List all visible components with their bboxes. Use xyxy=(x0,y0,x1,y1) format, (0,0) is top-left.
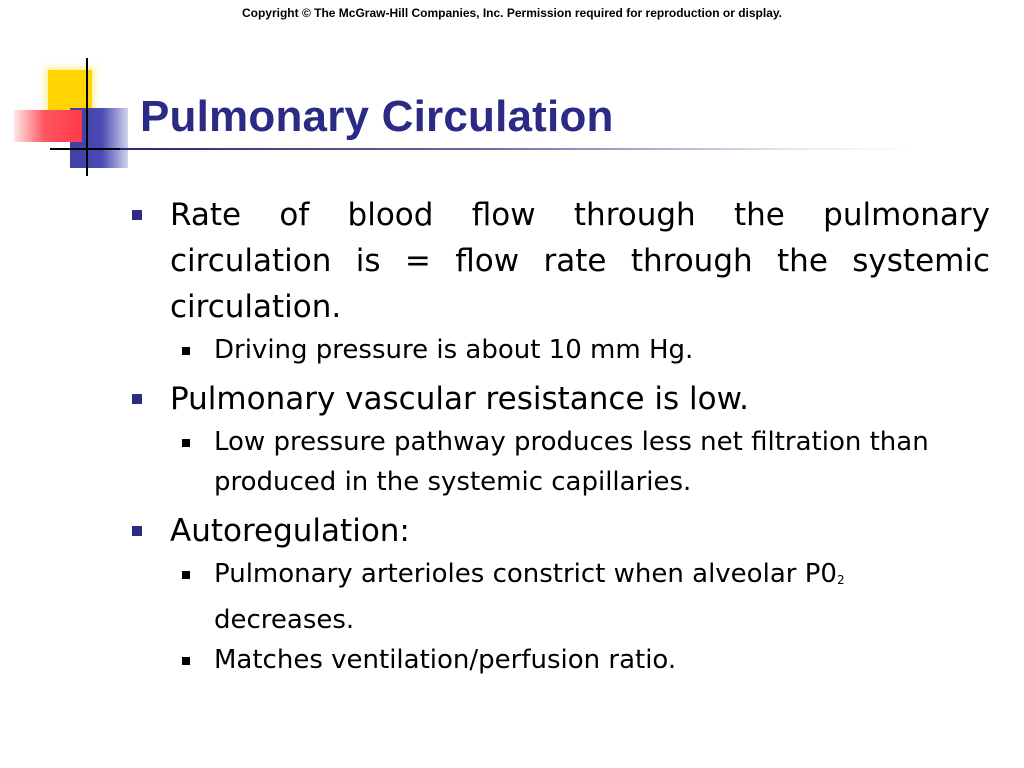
square-bullet-icon xyxy=(182,657,190,665)
po2-symbol-base: 0 xyxy=(820,559,837,589)
sub-bullet-text xyxy=(214,559,845,635)
bullet-text: Rate of blood flow through the pulmonary circulation is = flow rate through the systemic circulation. xyxy=(170,197,990,325)
sub-bullet-item xyxy=(130,422,990,502)
po2-subscript: 2 xyxy=(836,573,845,587)
square-bullet-icon xyxy=(182,439,190,447)
bullet-text: Pulmonary vascular resistance is low. xyxy=(170,381,749,417)
square-bullet-icon xyxy=(182,571,190,579)
bullet-item xyxy=(130,508,990,554)
copyright-notice: Copyright © The McGraw-Hill Companies, Inc. Permission required for reproduction or display. xyxy=(241,6,783,20)
slide-title: Pulmonary Circulation xyxy=(140,92,614,141)
sub-bullet-item xyxy=(130,554,990,640)
sub-bullet-text: Driving pressure is about 10 mm Hg. xyxy=(214,335,694,365)
square-bullet-icon xyxy=(132,526,142,536)
square-bullet-icon xyxy=(132,394,142,404)
bullet-item xyxy=(130,376,990,422)
bullet-list xyxy=(130,192,990,680)
sub-bullet-item xyxy=(130,640,990,680)
sub-bullet-text-end: decreases. xyxy=(214,605,355,635)
square-bullet-icon xyxy=(132,210,142,220)
sub-bullet-text-start: Pulmonary arterioles constrict when alveolar P xyxy=(214,559,821,589)
sub-bullet-text: Low pressure pathway produces less net filtration than produced in the systemic capillaries. xyxy=(214,427,929,497)
square-bullet-icon xyxy=(182,347,190,355)
bullet-text: Autoregulation: xyxy=(170,513,410,549)
bullet-item xyxy=(130,192,990,330)
sub-bullet-item xyxy=(130,330,990,370)
title-underline-rule xyxy=(120,148,920,150)
sub-bullet-text: Matches ventilation/perfusion ratio. xyxy=(214,645,677,675)
